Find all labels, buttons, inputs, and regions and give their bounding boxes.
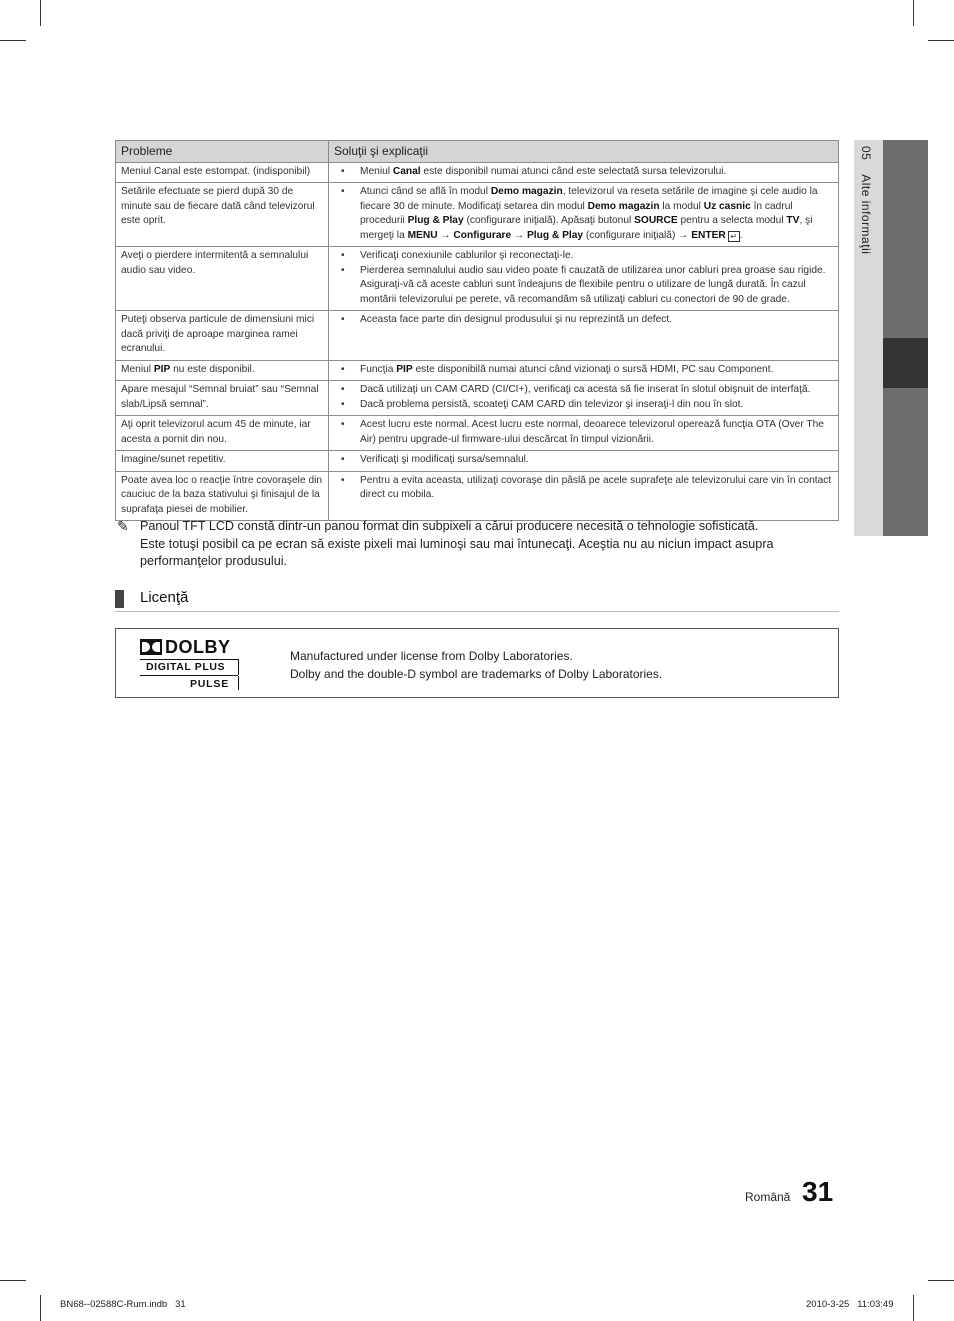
print-datetime: 2010-3-25 11:03:49 (806, 1299, 894, 1310)
dolby-logo-pulse: PULSE (190, 678, 230, 690)
file-info: BN68--02588C-Rum.indb 31 (60, 1299, 186, 1310)
license-line: Manufactured under license from Dolby Laboratories. (290, 649, 573, 663)
note-line: performanţelor produsului. (140, 554, 288, 568)
chapter-title: Alte informaţii (859, 174, 873, 255)
solution-cell: • Acest lucru este normal. Acest lucru este normal, deoarece televizorul operează funcţia OTA (Over The Air) pentru upgrade-ul firmware-ului descărcat în timpul vizionării. (329, 416, 839, 451)
problem-cell: Meniul Canal este estompat. (indisponibil) (116, 162, 329, 183)
table-row (116, 247, 839, 311)
solution-cell: • Verificaţi conexiunile cablurilor şi reconectaţi-le. • Pierderea semnalului audio sau video poate fi cauzată de utilizarea unor cabluri prea groase sau rigide. Asiguraţi-vă că aceste cabluri sunt îndeajuns de flexibile pentru o utilizare de lungă durată. În cazul montării televizorului pe perete, vă recomandăm să utilizaţi cabluri cu conectori de 90 de grade. (329, 247, 839, 311)
table-row (116, 451, 839, 472)
side-tab-marker (883, 338, 928, 388)
table-row (116, 183, 839, 247)
header-problems: Probleme (116, 141, 329, 163)
side-tab-label (859, 146, 873, 254)
double-d-icon (140, 639, 162, 655)
table-header-row (116, 141, 839, 163)
header-solutions: Soluţii şi explicaţii (329, 141, 839, 163)
problem-cell: Imagine/sunet repetitiv. (116, 451, 329, 472)
dolby-logo-word: DOLBY (165, 637, 231, 657)
crop-mark (40, 1295, 41, 1321)
note-block (117, 518, 837, 571)
enter-icon: ↵ (728, 231, 740, 242)
crop-mark (0, 40, 26, 41)
pencil-icon: ✎ (117, 518, 129, 534)
license-text (290, 647, 662, 683)
table-row (116, 416, 839, 451)
problem-cell: Apare mesajul “Semnal bruiat” sau “Semnal slab/Lipsă semnal”. (116, 381, 329, 416)
solution-cell: • Aceasta face parte din designul produsului şi nu reprezintă un defect. (329, 311, 839, 361)
solution-cell: • Verificaţi şi modificaţi sursa/semnalul. (329, 451, 839, 472)
chapter-number: 05 (859, 146, 873, 161)
problem-cell: Puteţi observa particule de dimensiuni mici dacă priviţi de aproape marginea ramei ecranului. (116, 311, 329, 361)
table-row (116, 360, 839, 381)
crop-mark (928, 40, 954, 41)
section-marker (115, 590, 124, 608)
license-box (115, 628, 839, 698)
language-label: Română (745, 1190, 791, 1204)
problem-cell: Meniul PIP nu este disponibil. (116, 360, 329, 381)
crop-mark (913, 0, 914, 26)
license-line: Dolby and the double-D symbol are trademarks of Dolby Laboratories. (290, 667, 663, 681)
table-row (116, 162, 839, 183)
dolby-logo (140, 639, 244, 691)
troubleshooting-table (115, 140, 839, 521)
solution-cell: • Funcţia PIP este disponibilă numai atunci când vizionaţi o sursă HDMI, PC sau Component. (329, 360, 839, 381)
problem-cell: Setările efectuate se pierd după 30 de minute sau de fiecare dată când televizorul este oprit. (116, 183, 329, 247)
table-row (116, 471, 839, 521)
section-divider (115, 611, 839, 612)
note-line: Este totuşi posibil ca pe ecran să existe pixeli mai luminoşi sau mai întunecaţi. Aceştia nu au niciun impact asupra (140, 536, 774, 551)
table-row (116, 381, 839, 416)
problem-cell: Poate avea loc o reacţie între covoraşele din cauciuc de la baza stativului şi finisajul de la suprafaţa piesei de mobilier. (116, 471, 329, 521)
problem-cell: Aveţi o pierdere intermitentă a semnalului audio sau video. (116, 247, 329, 311)
solution-cell: • Atunci când se află în modul Demo magazin, televizorul va reseta setările de imagine şi cele audio la fiecare 30 de minute. Modificaţi setarea din modul Demo magazin la modul Uz casnic în cadrul procedurii Plug & Play (configurare iniţială). Apăsaţi butonul SOURCE pentru a selecta modul TV, şi mergeţi la MENU → Configurare → Plug & Play (configurare iniţială) → ENTER ↵ . (329, 183, 839, 247)
dolby-logo-digital-plus: DIGITAL PLUS (146, 661, 226, 673)
crop-mark (40, 0, 41, 26)
note-line: Panoul TFT LCD constă dintr-un panou format din subpixeli a cărui producere necesită o tehnologie sofisticată. (140, 519, 759, 533)
page-number: 31 (802, 1176, 834, 1207)
table-row (116, 311, 839, 361)
solution-cell: • Pentru a evita aceasta, utilizaţi covoraşe din pâslă pe acele suprafeţe ale televizorului care vin în contact direct cu mobila. (329, 471, 839, 521)
crop-mark (928, 1280, 954, 1281)
problem-cell: Aţi oprit televizorul acum 45 de minute, iar acesta a pornit din nou. (116, 416, 329, 451)
crop-mark (0, 1280, 26, 1281)
crop-mark (913, 1295, 914, 1321)
solution-cell: • Dacă utilizaţi un CAM CARD (CI/CI+), verificaţi ca acesta să fie inserat în slotul obişnuit de interfaţă. • Dacă problema persistă, scoateţi CAM CARD din televizor şi inseraţi-l din nou în slot. (329, 381, 839, 416)
section-title: Licenţă (140, 589, 189, 606)
solution-cell: • Meniul Canal este disponibil numai atunci când este selectată sursa televizorului. (329, 162, 839, 183)
